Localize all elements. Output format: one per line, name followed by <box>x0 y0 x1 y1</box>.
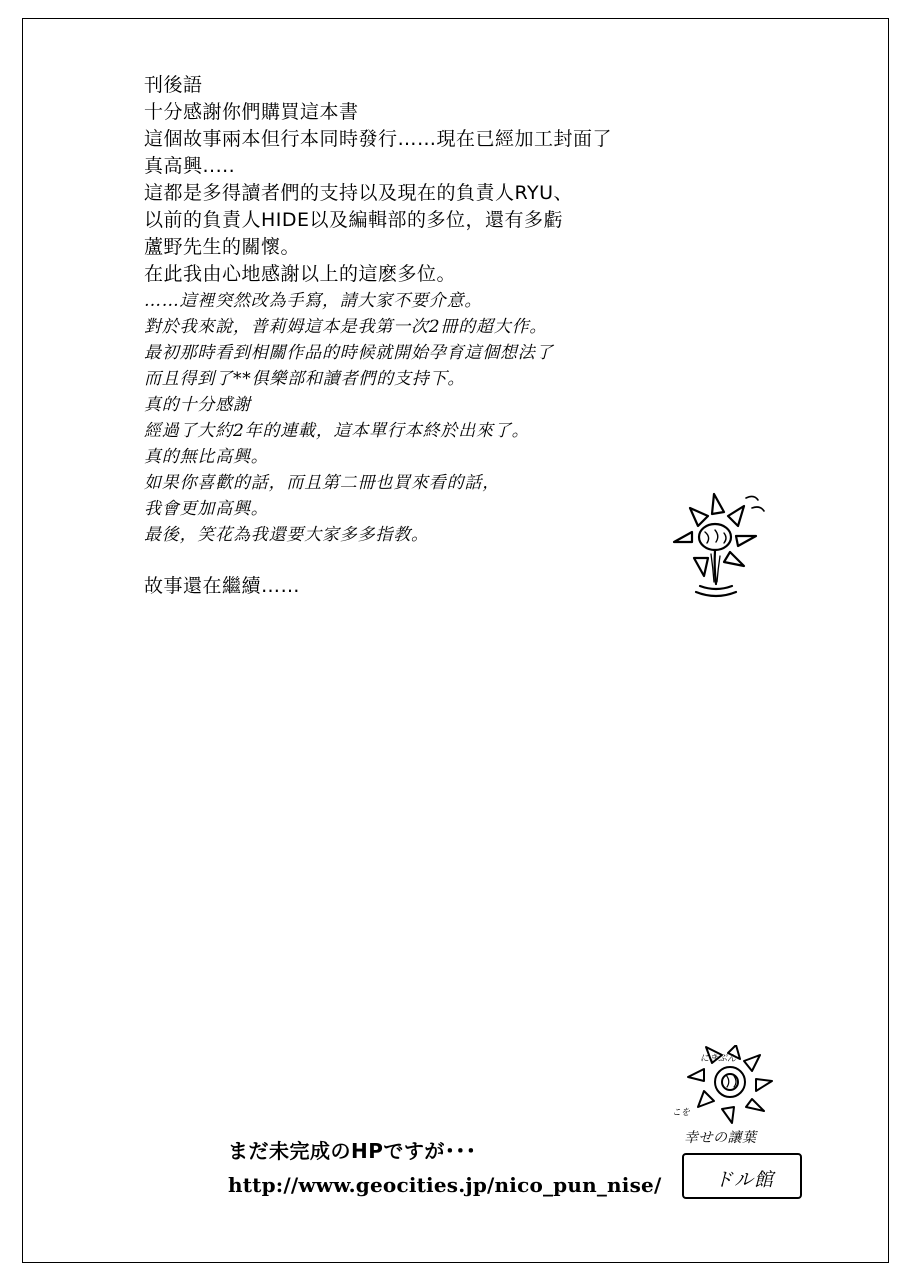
afterword-handwritten-line: 對於我來說，普莉姆這本是我第一次2冊的超大作。 <box>144 317 548 337</box>
afterword-handwritten-line: 最後，笑花為我還要大家多多指教。 <box>144 525 429 545</box>
homepage-url[interactable]: http://www.geocities.jp/nico_pun_nise/ <box>228 1173 662 1197</box>
homepage-note: まだ未完成のHPですが･･･ <box>228 1139 477 1163</box>
logo-tiny-top-text: にきぷん <box>700 1054 737 1064</box>
flower-logo-stamp-icon <box>660 1045 805 1210</box>
logo-box-frame <box>682 1153 802 1199</box>
afterword-printed-line: 這個故事兩本但行本同時發行……現在已經加工封面了 <box>144 128 613 150</box>
afterword-handwritten-line: ……這裡突然改為手寫，請大家不要介意。 <box>144 291 483 311</box>
afterword-heading: 刊後語 <box>144 74 203 96</box>
page-border-top <box>22 18 889 19</box>
afterword-printed-line: 在此我由心地感謝以上的這麽多位。 <box>144 263 457 285</box>
page-border-right <box>888 18 889 1262</box>
afterword-handwritten-line: 經過了大約2年的連載，這本單行本終於出來了。 <box>144 421 530 441</box>
afterword-handwritten-line: 真的無比高興。 <box>144 447 269 467</box>
afterword-handwritten-line: 而且得到了**俱樂部和讀者們的支持下。 <box>144 369 466 389</box>
afterword-printed-line: 這都是多得讀者們的支持以及現在的負責人RYU、 <box>144 182 574 204</box>
afterword-closing-line: 故事還在繼續…… <box>144 575 301 597</box>
flower-doodle-icon <box>660 480 770 630</box>
afterword-handwritten-line: 如果你喜歡的話，而且第二冊也買來看的話， <box>144 473 500 493</box>
logo-tiny-bottom-text: こを <box>672 1108 691 1118</box>
page-border-left <box>22 18 23 1262</box>
afterword-printed-line: 以前的負責人HIDE以及編輯部的多位，還有多虧 <box>144 209 564 231</box>
afterword-printed-line: 蘆野先生的關懷。 <box>144 236 301 258</box>
page-border-bottom <box>22 1262 889 1263</box>
logo-sub-label: 幸せの讓葉 <box>684 1130 757 1146</box>
footer-block <box>228 1136 668 1200</box>
afterword-handwritten-line: 我會更加高興。 <box>144 499 269 519</box>
afterword-handwritten-line: 最初那時看到相關作品的時候就開始孕育這個想法了 <box>144 343 554 363</box>
afterword-printed-line: 十分感謝你們購買這本書 <box>144 101 359 123</box>
logo-box-label: ドル館 <box>713 1168 774 1191</box>
afterword-handwritten-line: 真的十分感謝 <box>144 395 251 415</box>
afterword-printed-line: 真高興..... <box>144 155 236 177</box>
